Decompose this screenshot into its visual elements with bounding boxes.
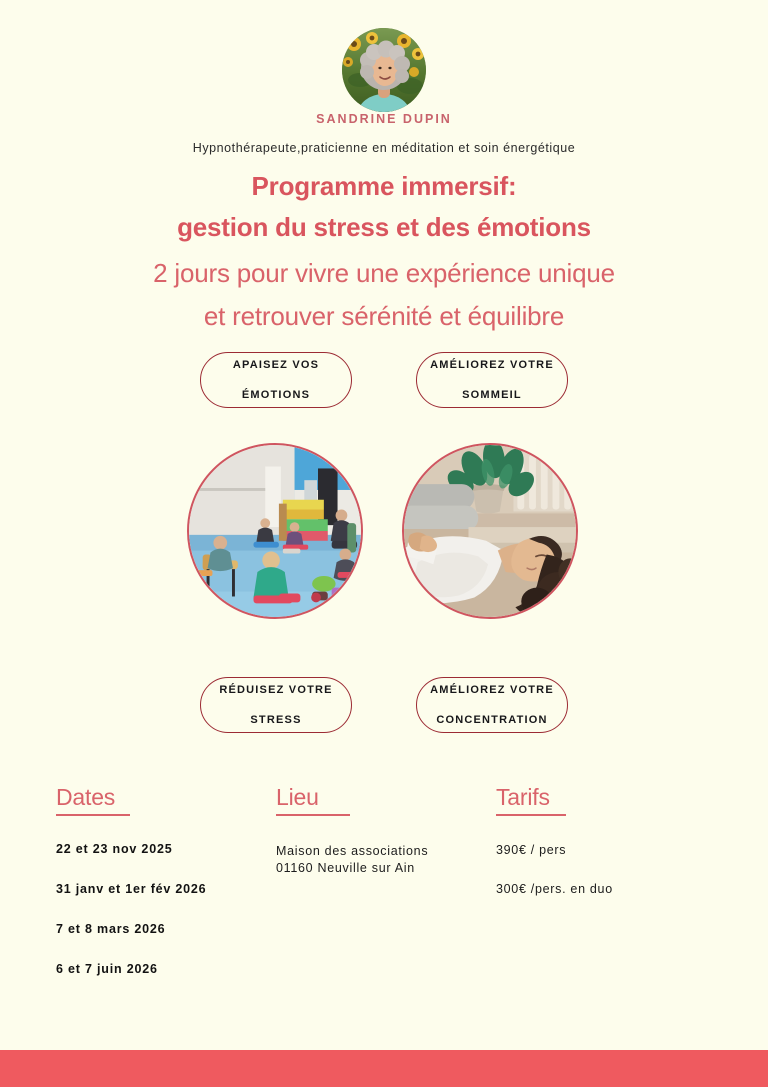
- benefit-pill-line-1: AMÉLIOREZ VOTRE: [430, 683, 554, 696]
- practitioner-role: Hypnothérapeute,praticienne en méditation et soin énergétique: [192, 141, 576, 155]
- photo-group-meditation: [187, 443, 363, 619]
- lieu-address: [276, 843, 486, 877]
- footer-color-bar: [0, 1050, 768, 1087]
- benefit-pill-line-2: ÉMOTIONS: [241, 388, 311, 401]
- tarifs-heading: Tarifs: [496, 784, 550, 810]
- info-column-dates: [56, 784, 266, 976]
- info-column-tarifs: [496, 784, 726, 896]
- info-column-lieu: [276, 784, 486, 877]
- lieu-address-line-2: 01160 Neuville sur Ain: [276, 861, 415, 875]
- tarif-item: 300€ /pers. en duo: [496, 882, 613, 896]
- tarifs-heading-underline: [496, 814, 566, 816]
- avatar: [342, 28, 426, 112]
- benefit-pill-line-1: APAISEZ VOS: [232, 358, 320, 371]
- benefit-pill-apaisez-emotions: [200, 352, 352, 408]
- date-item: 7 et 8 mars 2026: [56, 922, 166, 936]
- title-line-2: gestion du stress et des émotions: [177, 212, 591, 242]
- benefit-pill-ameliorez-sommeil: [416, 352, 568, 408]
- photo-woman-relaxing: [402, 443, 578, 619]
- subtitle-line-2: et retrouver sérénité et équilibre: [203, 301, 565, 331]
- benefit-pill-reduisez-stress: [200, 677, 352, 733]
- practitioner-name: SANDRINE DUPIN: [316, 112, 452, 126]
- benefit-pill-ameliorez-concentration: [416, 677, 568, 733]
- page-title: [0, 166, 768, 248]
- benefit-pill-line-2: STRESS: [250, 713, 302, 726]
- page-subtitle: [0, 252, 768, 338]
- tarif-item: 390€ / pers: [496, 843, 567, 857]
- benefit-pill-line-2: SOMMEIL: [462, 388, 522, 401]
- lieu-heading-underline: [276, 814, 350, 816]
- lieu-heading: Lieu: [276, 784, 319, 810]
- title-line-1: Programme immersif:: [251, 171, 517, 201]
- avatar-photo: [342, 28, 426, 112]
- dates-heading: Dates: [56, 784, 116, 810]
- lieu-address-line-1: Maison des associations: [276, 844, 429, 858]
- date-item: 6 et 7 juin 2026: [56, 962, 158, 976]
- date-item: 31 janv et 1er fév 2026: [56, 882, 207, 896]
- subtitle-line-1: 2 jours pour vivre une expérience unique: [153, 258, 615, 288]
- benefit-pill-line-1: RÉDUISEZ VOTRE: [219, 683, 333, 696]
- benefit-pill-line-2: CONCENTRATION: [436, 713, 548, 726]
- dates-heading-underline: [56, 814, 130, 816]
- date-item: 22 et 23 nov 2025: [56, 842, 173, 856]
- benefit-pill-line-1: AMÉLIOREZ VOTRE: [430, 358, 554, 371]
